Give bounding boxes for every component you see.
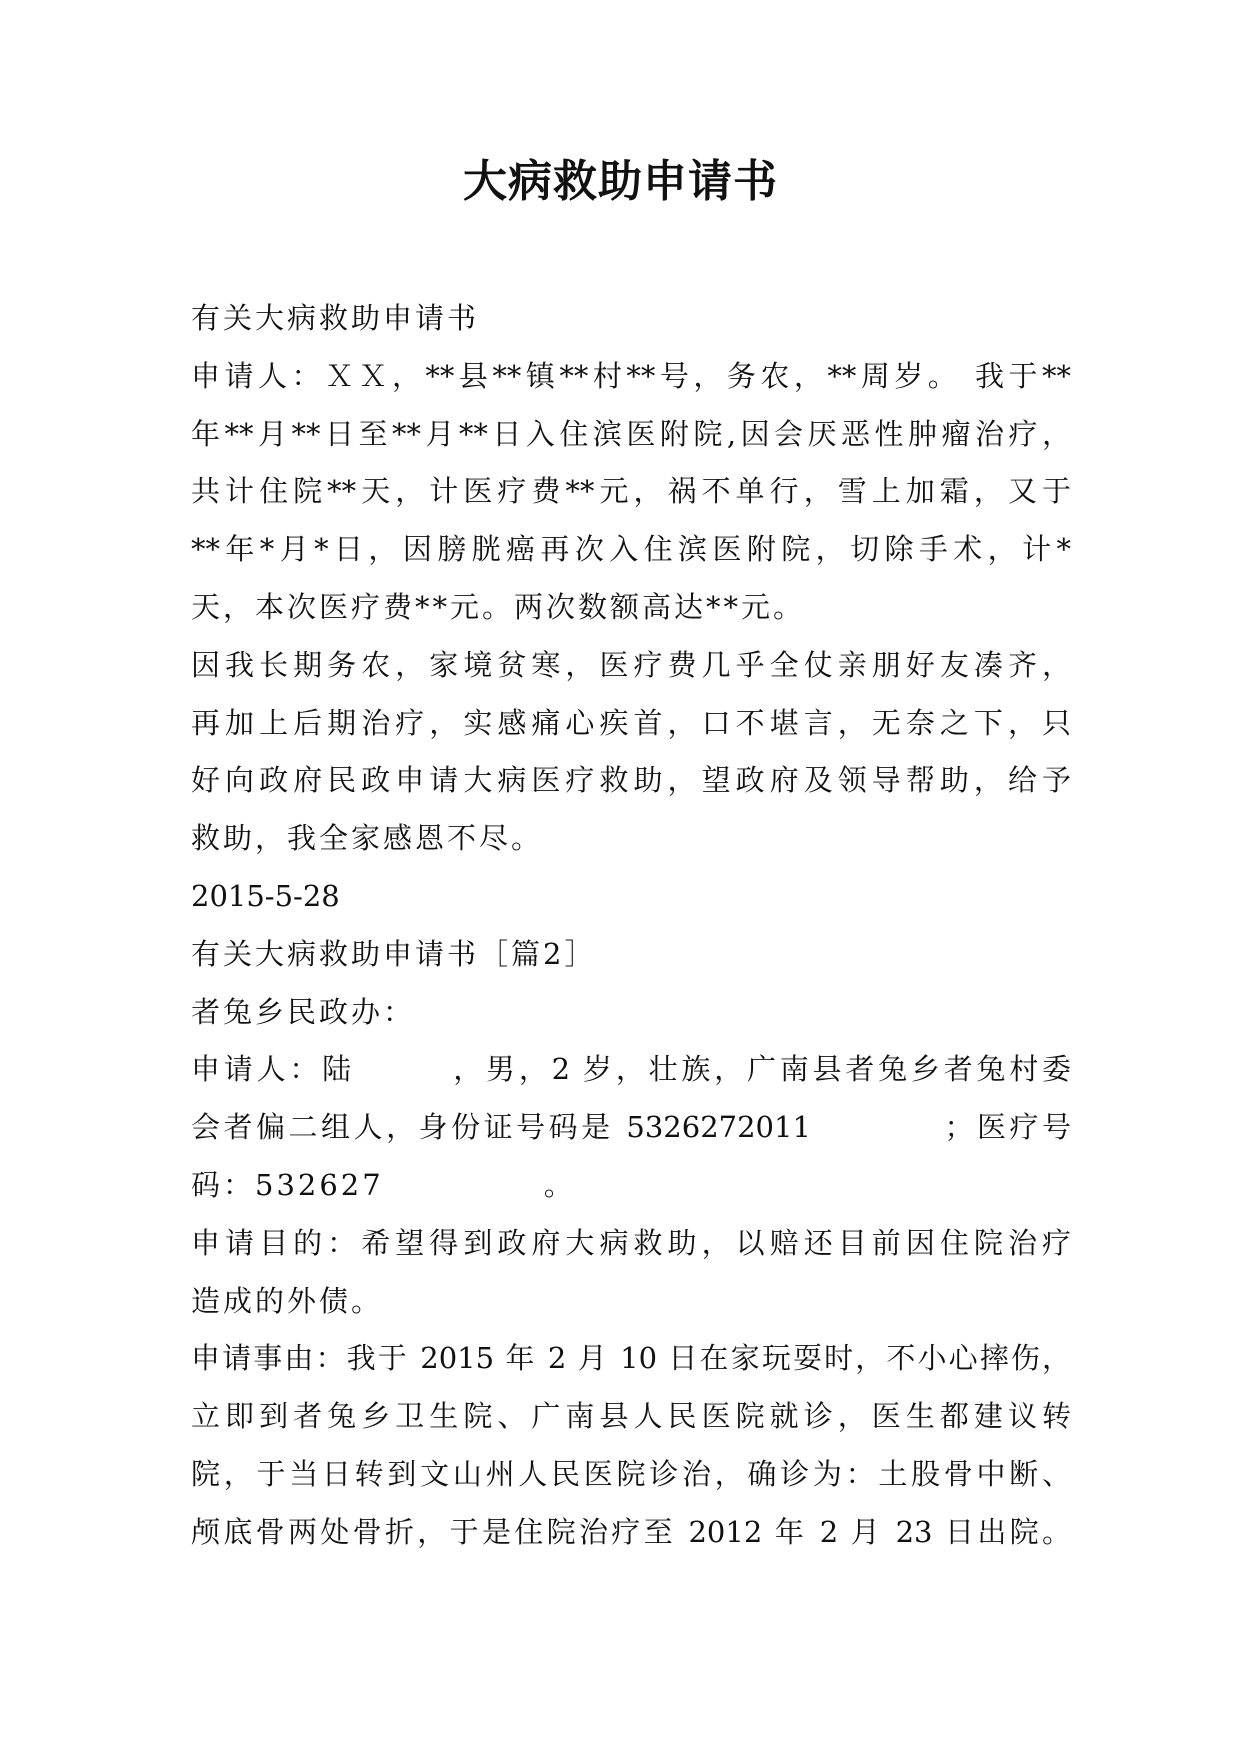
paragraph-line: 颅底骨两处骨折，于是住院治疗至 2012 年 2 月 23 日出院。 bbox=[191, 1514, 1071, 1549]
paragraph-line: 救助，我全家感恩不尽。 bbox=[191, 821, 544, 856]
paragraph-line: 码：532627 。 bbox=[191, 1167, 576, 1202]
paragraph-line: 好向政府民政申请大病医疗救助，望政府及领导帮助，给予 bbox=[191, 763, 1071, 798]
paragraph-line: 申请人：陆 ，男，2 岁，壮族，广南县者兔乡者兔村委 bbox=[191, 1052, 1071, 1087]
date-line: 2015-5-28 bbox=[191, 878, 340, 913]
paragraph-line: 天，本次医疗费**元。两次数额高达**元。 bbox=[191, 589, 806, 624]
paragraph-line: 院，于当日转到文山州人民医院诊治，确诊为：土股骨中断、 bbox=[191, 1456, 1071, 1491]
paragraph-line: 造成的外债。 bbox=[191, 1283, 384, 1318]
document-body bbox=[191, 290, 1071, 1562]
paragraph-line: 再加上后期治疗，实感痛心疾首，口不堪言，无奈之下，只 bbox=[191, 705, 1071, 740]
paragraph-line: 申请目的：希望得到政府大病救助，以赔还目前因住院治疗 bbox=[191, 1225, 1071, 1260]
paragraph-line: 会者偏二组人，身份证号码是 5326272011 ；医疗号 bbox=[191, 1110, 1071, 1145]
paragraph-line: 共计住院**天，计医疗费**元，祸不单行，雪上加霜，又于 bbox=[191, 474, 1071, 509]
section-heading: 有关大病救助申请书 bbox=[191, 301, 480, 335]
paragraph-line: 立即到者兔乡卫生院、广南县人民医院就诊，医生都建议转 bbox=[191, 1399, 1071, 1434]
recipient-line: 者兔乡民政办： bbox=[191, 994, 416, 1029]
paragraph-line: **年*月*日，因膀胱癌再次入住滨医附院，切除手术，计* bbox=[191, 532, 1071, 567]
paragraph-line: 申请事由：我于 2015 年 2 月 10 日在家玩耍时，不小心摔伤， bbox=[191, 1341, 1071, 1376]
section-heading: 有关大病救助申请书［篇2］ bbox=[191, 936, 597, 971]
paragraph-line: 申请人：ＸＸ，**县**镇**村**号，务农，**周岁。 我于** bbox=[191, 358, 1071, 393]
paragraph-line: 年**月**日至**月**日入住滨医附院,因会厌恶性肿瘤治疗， bbox=[191, 416, 1071, 451]
document-title: 大病救助申请书 bbox=[463, 156, 778, 207]
paragraph-line: 因我长期务农，家境贫寒，医疗费几乎全仗亲朋好友凑齐， bbox=[191, 647, 1071, 682]
